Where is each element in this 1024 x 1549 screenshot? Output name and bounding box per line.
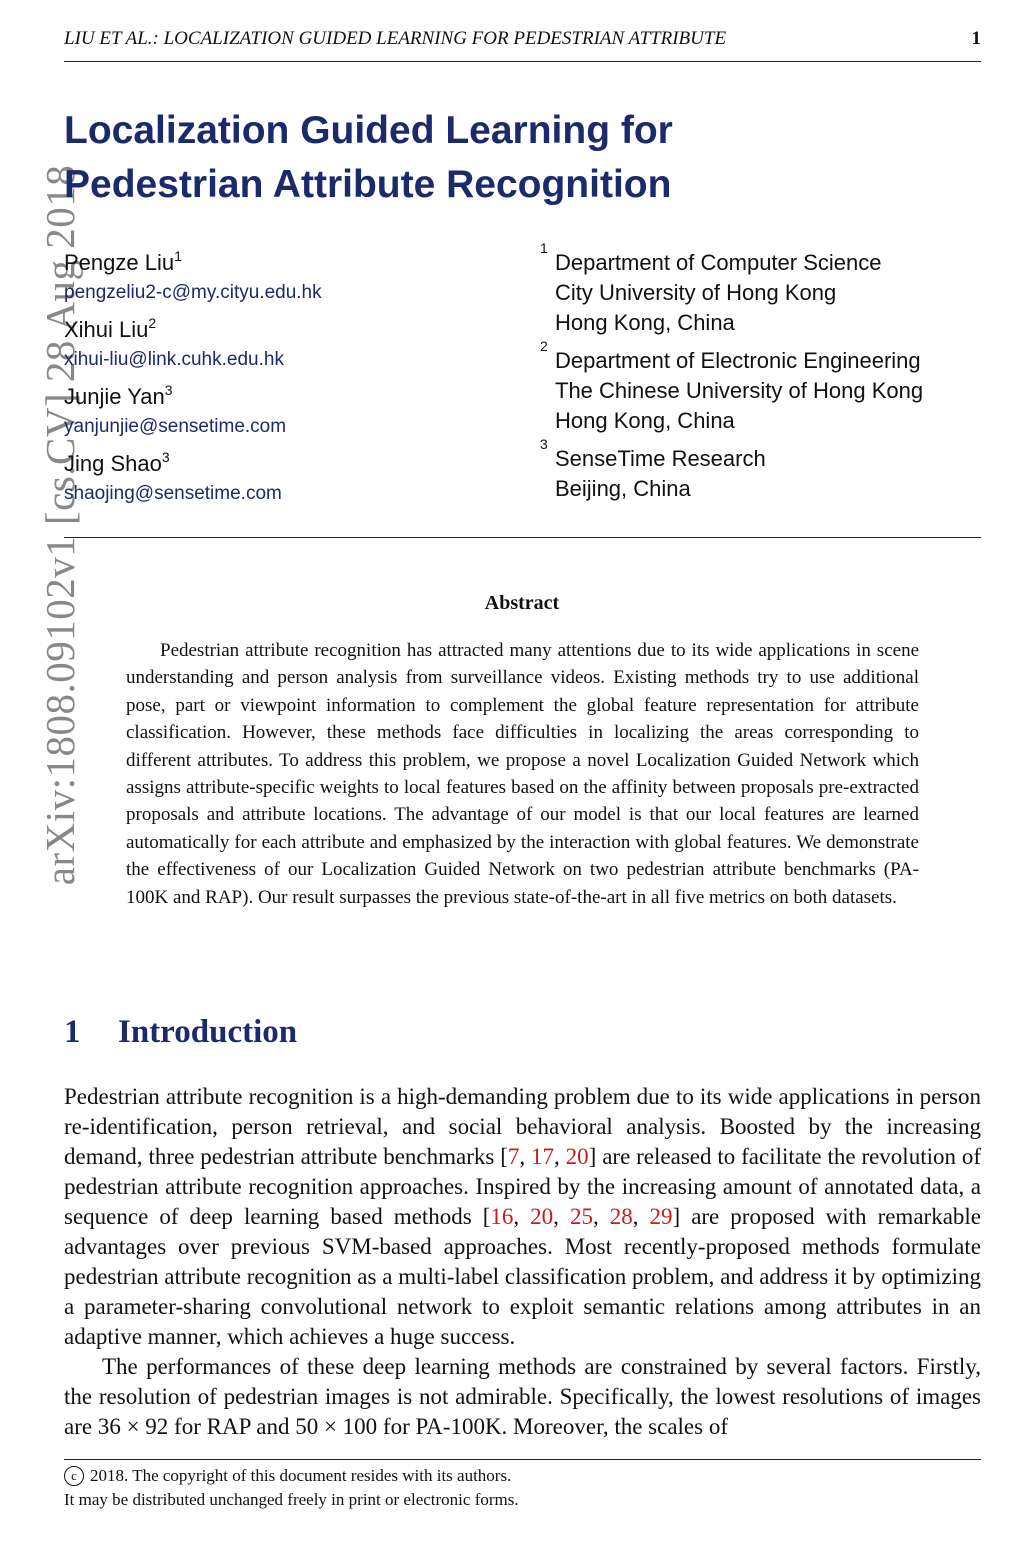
citation-link[interactable]: 17 bbox=[531, 1144, 555, 1169]
arxiv-stamp-text: arXiv:1808.09102v1 [cs.CV] 28 Aug 2018 bbox=[37, 164, 83, 886]
affiliation: 1 Department of Computer Science City University of Hong Kong Hong Kong, China bbox=[540, 240, 882, 335]
author-name: Jing Shao$^3$ bbox=[64, 449, 170, 476]
intro-paragraph-1: Pedestrian attribute recognition is a high-demanding problem due to its wide applications in person re-identification, person retrieval, and social behavioral analysis. Boosted by the increasing demand, three pedestrian attribute benchmarks [7, 17, 20] are released to facilitate the revolution of pedestrian attribute recognition approaches. Inspired by the increasing amount of annotated data, a sequence of deep learning based methods [16, 20, 25, 28, 29] are proposed with remarkable advantages over previous SVM-based approaches. Most recently-proposed methods formulate pedestrian attribute recognition as a multi-label classification problem, and address it by optimizing a parameter-sharing convolutional network to exploit semantic relations among attributes in an adaptive manner, which achieves a huge success. bbox=[64, 1084, 982, 1349]
affiliation: 3 SenseTime Research Beijing, China bbox=[540, 436, 766, 501]
author-name: Pengze Liu$^1$ bbox=[64, 248, 182, 275]
author-list bbox=[64, 248, 322, 516]
header-authors: LIU ET AL.: bbox=[64, 28, 159, 49]
author-email[interactable]: xihui-liu@link.cuhk.edu.hk bbox=[64, 349, 284, 370]
citation-link[interactable]: 20 bbox=[565, 1144, 589, 1169]
author-name: Xihui Liu$^2$ bbox=[64, 315, 157, 342]
footnote-rule bbox=[64, 1459, 981, 1460]
citation-link[interactable]: 29 bbox=[649, 1204, 673, 1229]
header-rule bbox=[64, 61, 981, 62]
author-email[interactable]: yanjunjie@sensetime.com bbox=[64, 416, 287, 437]
citation-link[interactable]: 16 bbox=[490, 1204, 514, 1229]
copyright-icon: c bbox=[64, 1466, 84, 1486]
paper-title bbox=[64, 104, 924, 212]
title-line-1: Localization Guided Learning for bbox=[64, 109, 673, 152]
section-heading bbox=[64, 1014, 297, 1051]
section-title: Introduction bbox=[118, 1014, 298, 1050]
abstract-heading: Abstract bbox=[484, 592, 560, 614]
intro-paragraph-2: The performances of these deep learning methods are constrained by several factors. Firstly, the resolution of pedestrian images is not admirable. Specifically, the lowest resolutions of images are 36 × 92 for RAP and 50 × 100 for PA-100K. Moreover, the scales of bbox=[64, 1354, 981, 1439]
affiliation: 2 Department of Electronic Engineering The Chinese University of Hong Kong Hong Kong, China bbox=[540, 338, 924, 433]
section-number: 1 bbox=[64, 1014, 81, 1050]
title-block-rule bbox=[64, 537, 981, 538]
citation-link[interactable]: 25 bbox=[569, 1204, 593, 1229]
abstract-text: Pedestrian attribute recognition has attracted many attentions due to its wide applications in scene understanding and person analysis from surveillance videos. Existing methods try to use additional pose, part or viewpoint information to complement the global feature representation for attribute classification. However, these methods face difficulties in localizing the areas corresponding to different attributes. To address this problem, we propose a novel Localization Guided Network which assigns attribute-specific weights to local features based on the affinity between proposals pre-extracted proposals and attribute locations. The advantage of our model is that our local features are learned automatically for each attribute and emphasized by the interaction with global features. We demonstrate the effectiveness of our Localization Guided Network on two pedestrian attribute benchmarks (PA-100K and RAP). Our result surpasses the previous state-of-the-art in all five metrics on both datasets. bbox=[126, 640, 919, 908]
intro-body bbox=[64, 1082, 981, 1442]
title-line-2: Pedestrian Attribute Recognition bbox=[64, 163, 672, 206]
citation-link[interactable]: 28 bbox=[609, 1204, 633, 1229]
page-number: 1 bbox=[971, 28, 981, 49]
author-name: Junjie Yan$^3$ bbox=[64, 382, 173, 409]
arxiv-stamp bbox=[30, 84, 90, 966]
author-email[interactable]: shaojing@sensetime.com bbox=[64, 483, 282, 504]
affiliation-list bbox=[540, 240, 924, 512]
citation-link[interactable]: 7 bbox=[507, 1144, 520, 1169]
author-email[interactable]: pengzeliu2-c@my.cityu.edu.hk bbox=[64, 282, 322, 303]
copyright-footnote: c 2018. The copyright of this document resides with its authors. It may be distributed unchanged freely in print or electronic forms. bbox=[64, 1466, 519, 1509]
header-title: LOCALIZATION GUIDED LEARNING FOR PEDESTRIAN ATTRIBUTE bbox=[163, 28, 727, 49]
citation-link[interactable]: 20 bbox=[530, 1204, 554, 1229]
running-header bbox=[64, 28, 981, 52]
